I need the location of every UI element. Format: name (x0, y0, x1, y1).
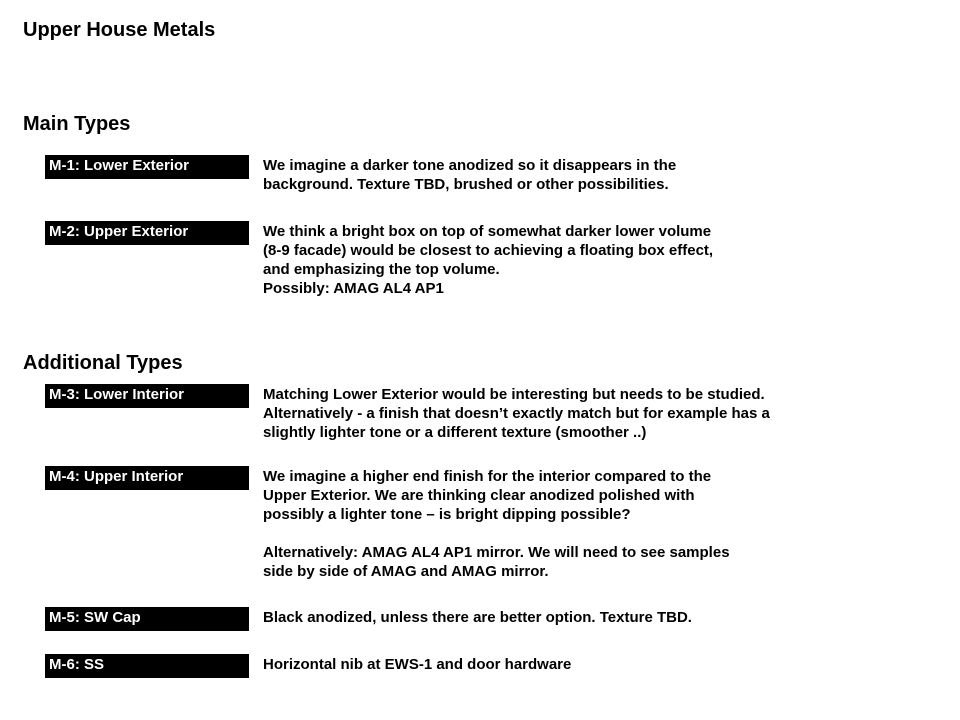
description-line: We imagine a higher end finish for the interior compared to the (263, 468, 712, 485)
description-line: Alternatively - a finish that doesn’t exactly match but for example has a (263, 405, 770, 422)
description-line: We think a bright box on top of somewhat darker lower volume (263, 223, 712, 240)
page-title: Upper House Metals (23, 19, 216, 41)
description-line: Upper Exterior. We are thinking clear anodized polished with (263, 487, 695, 504)
additional-types-heading: Additional Types (23, 352, 183, 374)
description-line: Horizontal nib at EWS-1 and door hardware (263, 656, 572, 673)
item-description-m5 (263, 608, 863, 627)
description-line: We imagine a darker tone anodized so it disappears in the (263, 157, 677, 174)
item-label-m1: M-1: Lower Exterior (45, 155, 249, 179)
description-line: possibly a lighter tone – is bright dipping possible? (263, 506, 631, 523)
item-label-m2: M-2: Upper Exterior (45, 221, 249, 245)
description-line: and emphasizing the top volume. (263, 261, 500, 278)
main-types-heading: Main Types (23, 113, 131, 135)
item-description-m4 (263, 467, 863, 581)
description-line: background. Texture TBD, brushed or other possibilities. (263, 176, 669, 193)
item-description-m2 (263, 222, 863, 298)
description-line: (8-9 facade) would be closest to achieving a floating box effect, (263, 242, 714, 259)
item-description-m3 (263, 385, 863, 442)
description-line: Possibly: AMAG AL4 AP1 (263, 280, 444, 297)
description-line: slightly lighter tone or a different texture (smoother ..) (263, 424, 647, 441)
description-line: Alternatively: AMAG AL4 AP1 mirror. We will need to see samples (263, 544, 730, 561)
item-label-m4: M-4: Upper Interior (45, 466, 249, 490)
item-label-m3: M-3: Lower Interior (45, 384, 249, 408)
description-line: Matching Lower Exterior would be interesting but needs to be studied. (263, 386, 765, 403)
item-label-m6: M-6: SS (45, 654, 249, 678)
paragraph-spacer (263, 524, 863, 543)
item-description-m6 (263, 655, 863, 674)
item-label-m5: M-5: SW Cap (45, 607, 249, 631)
description-line: Black anodized, unless there are better option. Texture TBD. (263, 609, 692, 626)
description-line: side by side of AMAG and AMAG mirror. (263, 563, 549, 580)
item-description-m1 (263, 156, 863, 194)
